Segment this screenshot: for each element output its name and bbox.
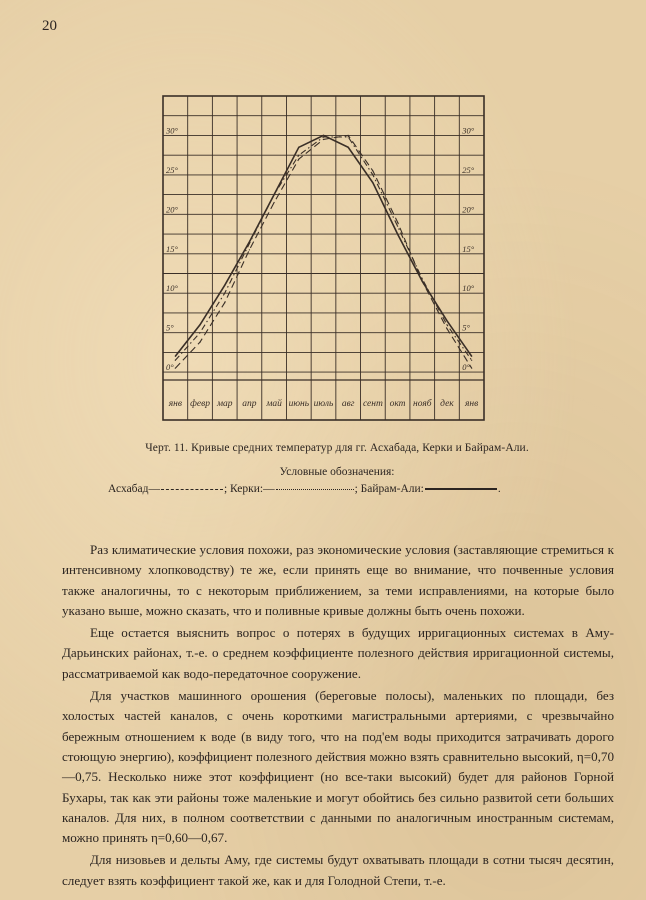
data-point bbox=[323, 135, 324, 136]
chart-frame bbox=[163, 96, 484, 420]
data-point bbox=[199, 332, 200, 333]
series-line-байрам-али bbox=[175, 135, 471, 356]
data-point bbox=[397, 226, 398, 227]
data-point bbox=[199, 324, 200, 325]
y-tick-label-right: 15° bbox=[462, 243, 475, 254]
legend-swatch-kerki bbox=[276, 489, 354, 490]
data-point bbox=[446, 324, 447, 325]
y-tick-label-right: 30° bbox=[462, 125, 475, 136]
data-point bbox=[274, 194, 275, 195]
y-tick-label-left: 30° bbox=[166, 125, 178, 136]
data-point bbox=[224, 302, 225, 303]
data-point bbox=[471, 368, 472, 369]
data-point bbox=[323, 136, 324, 137]
data-point bbox=[224, 293, 225, 294]
y-tick-label-right: 10° bbox=[462, 283, 475, 294]
data-point bbox=[175, 356, 176, 357]
x-tick-label: янв bbox=[168, 399, 182, 409]
data-point bbox=[298, 147, 299, 148]
page-number: 20 bbox=[42, 18, 57, 34]
x-tick-label: янв bbox=[465, 399, 479, 409]
data-point bbox=[446, 328, 447, 329]
data-point bbox=[298, 159, 299, 160]
data-point bbox=[397, 233, 398, 234]
data-point bbox=[397, 222, 398, 223]
body-text bbox=[62, 540, 614, 893]
x-tick-label: сент bbox=[362, 399, 383, 409]
series-line-керки bbox=[175, 137, 471, 360]
data-point bbox=[372, 174, 373, 175]
y-tick-label-left: 5° bbox=[166, 322, 174, 333]
data-point bbox=[348, 147, 349, 148]
paragraph: Для участков машинного орошения (береговые полосы), маленьких по площади, без холостых частей каналов, с очень короткими магистральными артериями, с чрезвычайно бережным отношением к воде (в виду того, что на под'ем воды приходится затрачивать дорого стоющую энергию), коэффициент полезного действия можно взять сравнительно высокий, η=0,70—0,75. Несколько ниже этот коэффициент (но все-таки высокий) будет для районов Горной Бухары, так как эти районы тоже маленькие и могут обойтись без сильно развитой сети больших каналов. Для них, в полном соответствии с данными по аналогичным иностранным системам, можно принять η=0,60—0,67. bbox=[62, 688, 614, 846]
data-point bbox=[471, 360, 472, 361]
x-tick-label: май bbox=[266, 399, 282, 409]
legend-swatch-askhabad bbox=[161, 489, 223, 490]
data-point bbox=[298, 155, 299, 156]
data-point bbox=[249, 249, 250, 250]
data-point bbox=[471, 356, 472, 357]
paragraph: Еще остается выяснить вопрос о потерях в будущих ирригационных системах в Аму-Дарьинских районах, т.-е. о среднем коэффициенте полезного действия ирригационной системы, рассматриваемой как водо-передаточное сооружение. bbox=[62, 625, 614, 681]
data-point bbox=[422, 281, 423, 282]
data-point bbox=[199, 342, 200, 343]
y-tick-label-left: 0° bbox=[166, 362, 174, 373]
y-tick-label-left: 15° bbox=[166, 243, 178, 254]
legend-swatch-bayram-ali bbox=[425, 488, 497, 490]
x-tick-label: мар bbox=[216, 399, 233, 409]
y-tick-label-right: 0° bbox=[462, 362, 470, 373]
y-tick-label-right: 25° bbox=[462, 164, 475, 175]
x-tick-label: февр bbox=[190, 399, 210, 409]
y-tick-label-left: 20° bbox=[166, 204, 178, 215]
x-tick-label: июль bbox=[313, 399, 334, 409]
legend bbox=[108, 483, 501, 495]
x-tick-label: июнь bbox=[288, 399, 310, 409]
paragraph: Для низовьев и дельты Аму, где системы будут охватывать площади в сотни тысяч десятин, следует взять коэффициент такой же, как и для Голодной Степи, т.-е. bbox=[62, 852, 614, 888]
y-tick-label-right: 5° bbox=[462, 322, 470, 333]
legend-title: Условные обозначения: bbox=[279, 466, 395, 478]
legend-label-bayram-ali: ; Байрам-Али: bbox=[354, 483, 424, 495]
data-point bbox=[348, 135, 349, 136]
x-tick-label: нояб bbox=[412, 399, 432, 409]
y-tick-label-right: 20° bbox=[462, 204, 475, 215]
x-tick-label: окт bbox=[389, 399, 406, 409]
figure-caption: Черт. 11. Кривые средних температур для гг. Асхабада, Керки и Байрам-Али. bbox=[145, 442, 529, 454]
data-point bbox=[372, 182, 373, 183]
series-line-асхабад bbox=[175, 135, 471, 368]
x-tick-label: авг bbox=[341, 399, 355, 409]
x-tick-label: апр bbox=[242, 399, 257, 409]
x-tick-label: дек bbox=[440, 399, 454, 409]
legend-end: . bbox=[497, 483, 501, 495]
y-tick-label-left: 25° bbox=[166, 164, 178, 175]
data-point bbox=[446, 320, 447, 321]
data-point bbox=[175, 360, 176, 361]
legend-label-askhabad: Асхабад— bbox=[108, 483, 160, 495]
legend-label-kerki: ; Керки:— bbox=[223, 483, 275, 495]
data-point bbox=[323, 139, 324, 140]
data-point bbox=[372, 170, 373, 171]
data-point bbox=[175, 368, 176, 369]
data-point bbox=[249, 241, 250, 242]
paragraph: Раз климатические условия похожи, раз экономические условия (заставляющие стремиться к интенсивному хлопководству) те же, если принять еще во внимание, что почвенные условия также аналогичны, то с некоторым приближением, за теми исправлениями, на которые было указано выше, можно сказать, что и поливные кривые должны быть очень похожи. bbox=[62, 542, 614, 618]
data-point bbox=[224, 285, 225, 286]
data-point bbox=[274, 202, 275, 203]
data-point bbox=[348, 136, 349, 137]
y-tick-label-left: 10° bbox=[166, 283, 178, 294]
